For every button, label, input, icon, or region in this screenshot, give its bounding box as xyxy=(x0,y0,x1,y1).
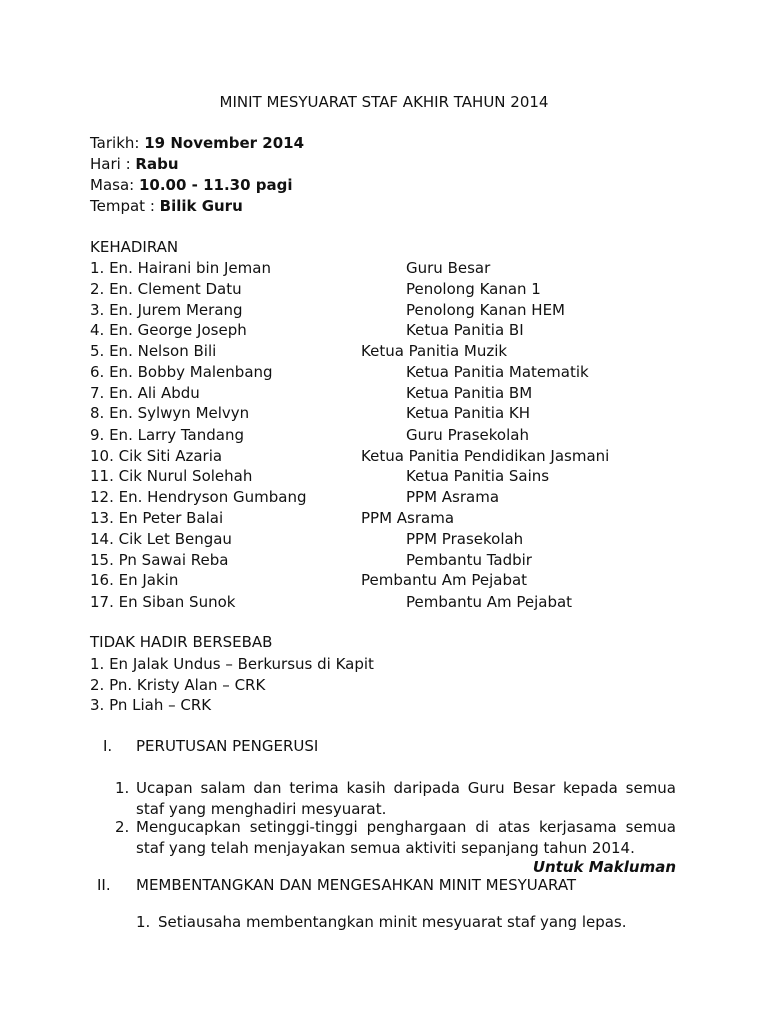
attendee-role: Ketua Panitia Pendidikan Jasmani xyxy=(361,447,610,465)
attendee-role: Pembantu Am Pejabat xyxy=(361,571,528,589)
attendee-name: 8. En. Sylwyn Melvyn xyxy=(90,404,250,422)
absentee-item: 2. Pn. Kristy Alan – CRK xyxy=(90,676,266,694)
attendee-role: Penolong Kanan 1 xyxy=(406,280,541,298)
hari-value: Rabu xyxy=(135,155,179,173)
attendee-role: PPM Asrama xyxy=(361,509,455,527)
meta-masa xyxy=(90,175,293,195)
kehadiran-heading: KEHADIRAN xyxy=(90,238,179,256)
section-1-item-line: staf yang menghadiri mesyuarat. xyxy=(136,800,387,818)
attendee-name: 4. En. George Joseph xyxy=(90,321,247,339)
attendee-name: 12. En. Hendryson Gumbang xyxy=(90,488,307,506)
masa-value: 10.00 - 11.30 pagi xyxy=(138,176,293,194)
section-2-number: II. xyxy=(97,876,111,894)
attendee-name: 16. En Jakin xyxy=(90,571,179,589)
attendee-role: Ketua Panitia BI xyxy=(406,321,524,339)
hari-label: Hari : xyxy=(90,155,136,173)
section-1-item-line: Mengucapkan setinggi-tinggi penghargaan di atas kerjasama semua xyxy=(136,818,676,836)
page-title: MINIT MESYUARAT STAF AKHIR TAHUN 2014 xyxy=(219,93,549,111)
section-1-number: I. xyxy=(103,737,113,755)
attendee-name: 3. En. Jurem Merang xyxy=(90,301,243,319)
section-1-item-line: staf yang telah menjayakan semua aktiviti sepanjang tahun 2014. xyxy=(136,839,635,857)
attendee-role: Pembantu Am Pejabat xyxy=(406,593,573,611)
attendee-role: Pembantu Tadbir xyxy=(406,551,532,569)
attendee-name: 5. En. Nelson Bili xyxy=(90,342,217,360)
attendee-role: PPM Prasekolah xyxy=(406,530,524,548)
section-1-item-line: Ucapan salam dan terima kasih daripada Guru Besar kepada semua xyxy=(136,779,676,797)
attendee-name: 17. En Siban Sunok xyxy=(90,593,236,611)
attendee-role: Ketua Panitia Muzik xyxy=(361,342,508,360)
section-1-title: PERUTUSAN PENGERUSI xyxy=(136,737,319,755)
untuk-makluman-note: Untuk Makluman xyxy=(532,858,676,876)
section-2-item-number: 1. xyxy=(136,913,151,931)
attendee-name: 10. Cik Siti Azaria xyxy=(90,447,223,465)
tarikh-label: Tarikh: xyxy=(90,134,145,152)
section-1-item-number: 1. xyxy=(115,779,130,797)
attendee-role: Ketua Panitia KH xyxy=(406,404,531,422)
attendee-name: 9. En. Larry Tandang xyxy=(90,426,244,444)
tempat-value: Bilik Guru xyxy=(159,197,243,215)
meta-tempat xyxy=(90,196,243,216)
attendee-role: Guru Besar xyxy=(406,259,491,277)
attendee-role: PPM Asrama xyxy=(406,488,500,506)
section-2-item-text: Setiausaha membentangkan minit mesyuarat staf yang lepas. xyxy=(158,913,627,931)
attendee-name: 11. Cik Nurul Solehah xyxy=(90,467,253,485)
masa-label: Masa: xyxy=(90,176,139,194)
attendee-name: 1. En. Hairani bin Jeman xyxy=(90,259,271,277)
tarikh-value: 19 November 2014 xyxy=(144,134,305,152)
attendee-name: 7. En. Ali Abdu xyxy=(90,384,200,402)
tidak-hadir-heading: TIDAK HADIR BERSEBAB xyxy=(90,633,273,651)
attendee-role: Ketua Panitia Sains xyxy=(406,467,550,485)
absentee-item: 3. Pn Liah – CRK xyxy=(90,696,212,714)
attendee-role: Ketua Panitia Matematik xyxy=(406,363,589,381)
attendee-role: Guru Prasekolah xyxy=(406,426,529,444)
attendee-role: Penolong Kanan HEM xyxy=(406,301,566,319)
tempat-label: Tempat : xyxy=(90,197,160,215)
section-2-title: MEMBENTANGKAN DAN MENGESAHKAN MINIT MESYUARAT xyxy=(136,876,577,894)
section-1-item-number: 2. xyxy=(115,818,130,836)
meta-hari xyxy=(90,154,179,174)
attendee-name: 13. En Peter Balai xyxy=(90,509,224,527)
meta-tarikh xyxy=(90,133,304,153)
absentee-item: 1. En Jalak Undus – Berkursus di Kapit xyxy=(90,655,374,673)
attendee-name: 15. Pn Sawai Reba xyxy=(90,551,229,569)
attendee-role: Ketua Panitia BM xyxy=(406,384,533,402)
attendee-name: 2. En. Clement Datu xyxy=(90,280,242,298)
attendee-name: 14. Cik Let Bengau xyxy=(90,530,232,548)
attendee-name: 6. En. Bobby Malenbang xyxy=(90,363,273,381)
